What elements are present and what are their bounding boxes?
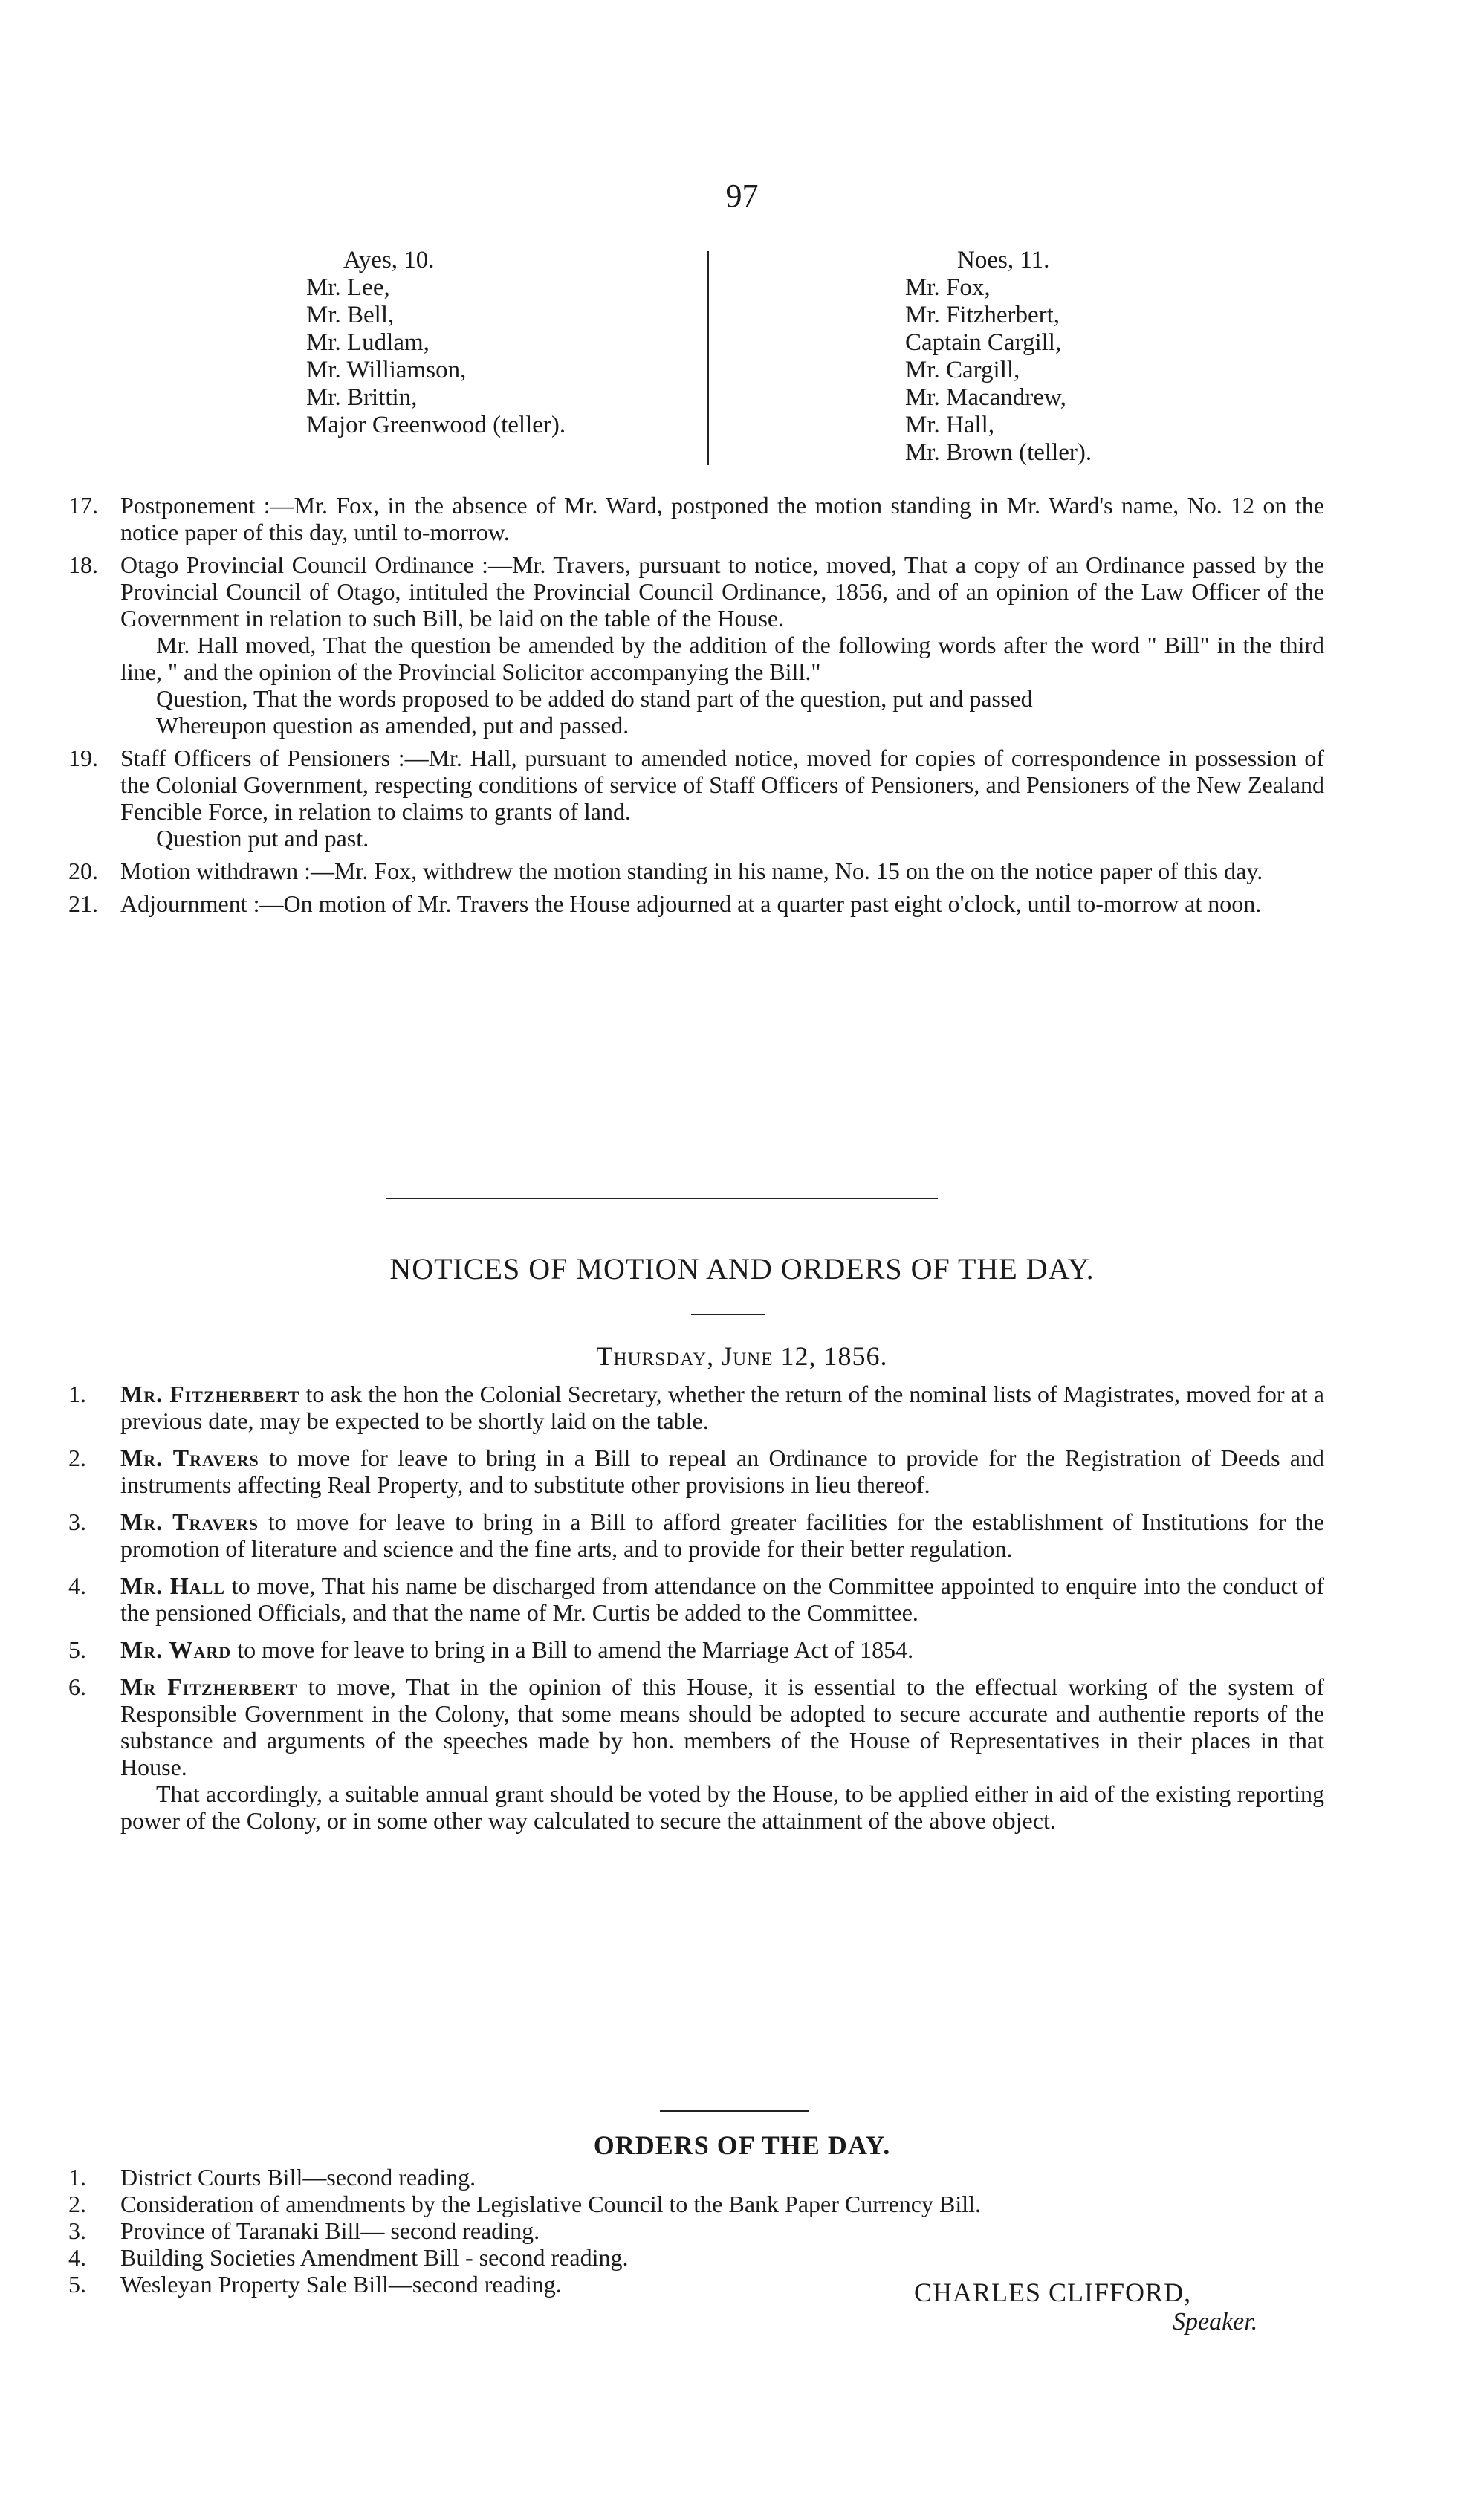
notice-continuation: That accordingly, a suitable annual grant should be voted by the House, to be applied either in aid of the existing reporting power of the Colony, or in some other way calculated to secure the attainment of the above object. — [120, 1780, 1324, 1834]
notice-number: 3. — [68, 1508, 86, 1535]
noes-member: Mr. Cargill, — [905, 357, 1020, 383]
entry-number: 18. — [68, 551, 98, 578]
notice-text: to ask the hon the Colonial Secretary, whether the return of the nominal lists of Magistrates, moved for at a previous date, may be expected to be shortly laid on the table. — [120, 1381, 1325, 1434]
entry-number: 19. — [68, 745, 98, 771]
notice-item — [68, 1636, 1324, 1663]
notice-number: 6. — [68, 1673, 86, 1700]
noes-member: Mr. Macandrew, — [905, 384, 1066, 411]
noes-column — [905, 247, 1092, 467]
notices-of-motion — [68, 1381, 1324, 1844]
speaker-signature: CHARLES CLIFFORD, — [914, 2278, 1192, 2307]
orders-divider — [660, 2110, 809, 2112]
notice-member: Mr. Travers — [120, 1445, 259, 1471]
notice-member: Mr. Ward — [120, 1636, 232, 1663]
notice-text: to move, That in the opinion of this House, it is essential to the effectual working of the system of Responsible Government in the Colony, that some means should be adopted to secure accurate and authentie reports of the substance and arguments of the speeches made by hon. members of the House of Representatives in their places in that House. — [120, 1673, 1325, 1780]
notice-member: Mr Fitzherbert — [120, 1673, 298, 1700]
notices-title: NOTICES OF MOTION AND ORDERS OF THE DAY. — [389, 1252, 1095, 1286]
entry-text: Adjournment :—On motion of Mr. Travers the House adjourned at a quarter past eight o'clock, until to-morrow at noon. — [120, 890, 1262, 917]
noes-member: Mr. Hall, — [905, 412, 995, 438]
order-text: Wesleyan Property Sale Bill—second reading. — [120, 2271, 562, 2298]
notice-number: 5. — [68, 1636, 86, 1663]
ayes-member: Major Greenwood (teller). — [306, 412, 566, 438]
noes-member: Captain Cargill, — [905, 329, 1062, 356]
orders-title: ORDERS OF THE DAY. — [593, 2130, 891, 2160]
speaker-title: Speaker. — [1173, 2308, 1258, 2335]
notice-text: to move for leave to bring in a Bill to afford greater facilities for the establishment of Institutions for the promotion of literature and science and the fine arts, and to provide for their better regulation. — [120, 1508, 1325, 1562]
ayes-member: Mr. Lee, — [306, 274, 390, 301]
entry-text: Mr. Hall moved, That the question be amended by the addition of the following words after the word " Bill" in the third line, " and the opinion of the Provincial Solicitor accompanying the Bill." — [120, 632, 1324, 685]
order-text: Consideration of amendments by the Legislative Council to the Bank Paper Currency Bill. — [120, 2191, 981, 2217]
short-divider — [691, 1314, 765, 1315]
notice-member: Mr. Fitzherbert — [120, 1381, 300, 1407]
order-number: 5. — [68, 2271, 86, 2298]
entry-text: Otago Provincial Council Ordinance :—Mr. Travers, pursuant to notice, moved, That a copy of an Ordinance passed by the Provincial Council of Otago, intituled the Provincial Council Ordinance, 1856, and of an opinion of the Law Officer of the Government in relation to such Bill, be laid on the table of the House. — [120, 551, 1324, 632]
ayes-member: Mr. Ludlam, — [306, 329, 430, 356]
proceeding-entry — [68, 745, 1324, 852]
notices-date: Thursday, June 12, 1856. — [596, 1341, 888, 1371]
ayes-member: Mr. Brittin, — [306, 384, 418, 411]
entry-text: Motion withdrawn :—Mr. Fox, withdrew the motion standing in his name, No. 15 on the on the notice paper of this day. — [120, 858, 1263, 884]
notice-item — [68, 1445, 1324, 1498]
noes-heading: Noes, 11. — [957, 247, 1050, 273]
order-number: 4. — [68, 2244, 86, 2271]
ayes-member: Mr. Bell, — [306, 302, 395, 328]
proceeding-entry — [68, 492, 1324, 545]
order-item — [68, 2217, 1332, 2244]
entry-text: Staff Officers of Pensioners :—Mr. Hall, pursuant to amended notice, moved for copies of correspondence in possession of the Colonial Government, respecting conditions of service of Staff Officers of Pensioners, and Pensioners of the New Zealand Fencible Force, in relation to claims to grants of land. — [120, 745, 1324, 825]
proceedings — [68, 492, 1324, 923]
order-text: Province of Taranaki Bill— second reading. — [120, 2217, 540, 2244]
notice-member: Mr. Travers — [120, 1508, 259, 1535]
order-number: 3. — [68, 2217, 86, 2244]
notice-item — [68, 1572, 1324, 1626]
column-divider — [707, 251, 709, 465]
section-divider — [386, 1198, 938, 1199]
order-item — [68, 2164, 1332, 2191]
notice-item — [68, 1673, 1324, 1834]
order-number: 2. — [68, 2191, 86, 2217]
proceeding-entry — [68, 551, 1324, 739]
entry-text: Postponement :—Mr. Fox, in the absence of Mr. Ward, postponed the motion standing in Mr. Ward's name, No. 12 on the notice paper of this day, until to-morrow. — [120, 492, 1324, 545]
notice-item — [68, 1381, 1324, 1434]
division-list — [0, 247, 1484, 492]
proceeding-entry — [68, 890, 1324, 917]
entry-text: Whereupon question as amended, put and passed. — [156, 712, 629, 739]
entry-text: Question put and past. — [156, 825, 369, 852]
order-text: Building Societies Amendment Bill - second reading. — [120, 2244, 629, 2271]
notice-number: 4. — [68, 1572, 86, 1599]
ayes-member: Mr. Williamson, — [306, 357, 467, 383]
entry-number: 21. — [68, 890, 98, 917]
order-item — [68, 2244, 1332, 2271]
ayes-heading: Ayes, 10. — [343, 247, 435, 273]
page-number: 97 — [725, 178, 759, 214]
notice-text: to move for leave to bring in a Bill to amend the Marriage Act of 1854. — [231, 1636, 914, 1663]
proceeding-entry — [68, 858, 1324, 884]
noes-member: Mr. Brown (teller). — [905, 439, 1092, 466]
entry-number: 17. — [68, 492, 98, 519]
notice-text: to move for leave to bring in a Bill to repeal an Ordinance to provide for the Registration of Deeds and instruments affecting Real Property, and to substitute other provisions in lieu thereof. — [120, 1445, 1325, 1498]
notice-text: to move, That his name be discharged from attendance on the Committee appointed to enquire into the conduct of the pensioned Officials, and that the name of Mr. Curtis be added to the Committee. — [120, 1572, 1324, 1626]
entry-number: 20. — [68, 858, 98, 884]
order-text: District Courts Bill—second reading. — [120, 2164, 476, 2191]
noes-member: Mr. Fox, — [905, 274, 991, 301]
notice-item — [68, 1508, 1324, 1562]
noes-member: Mr. Fitzherbert, — [905, 302, 1060, 328]
order-number: 1. — [68, 2164, 86, 2191]
ayes-column — [306, 247, 566, 439]
entry-text: Question, That the words proposed to be added do stand part of the question, put and passed — [156, 685, 1033, 712]
notice-number: 1. — [68, 1381, 86, 1407]
order-item — [68, 2191, 1332, 2217]
notice-member: Mr. Hall — [120, 1572, 225, 1599]
notice-number: 2. — [68, 1445, 86, 1471]
